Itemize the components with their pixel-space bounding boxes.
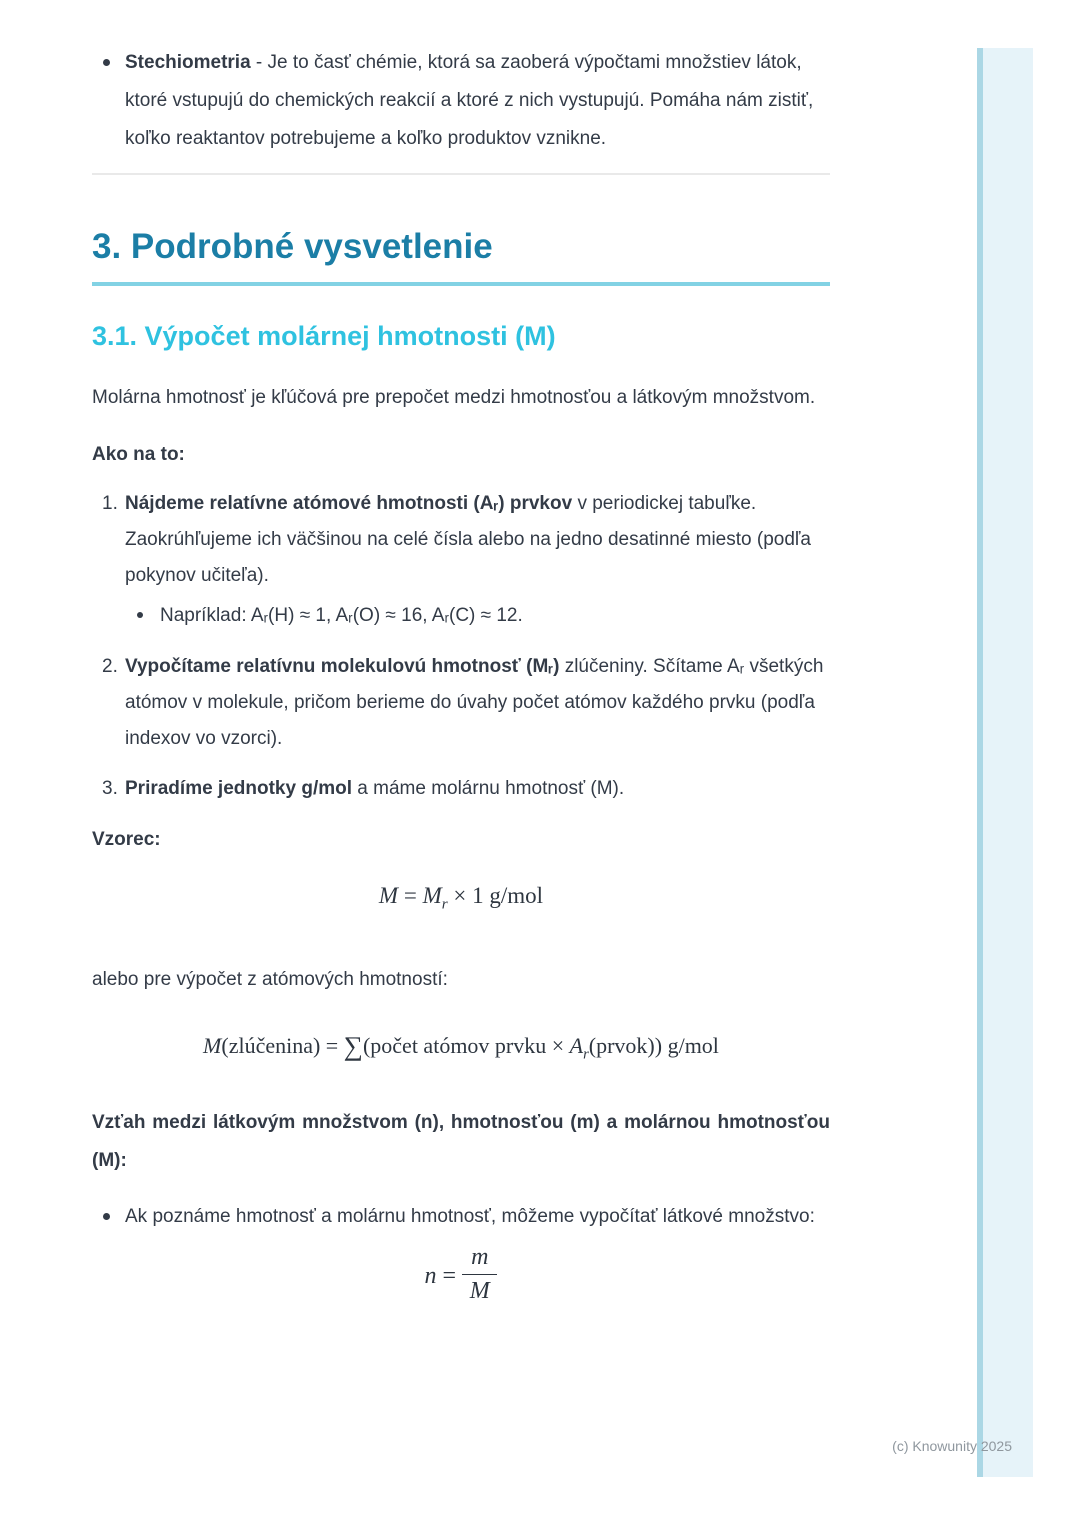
- section-heading: 3. Podrobné vysvetlenie: [92, 225, 830, 286]
- step-number: 3.: [102, 778, 118, 799]
- formula-symbol: M: [378, 883, 399, 908]
- step-text: v periodickej tabuľke. Zaokrúhľujeme ich väčšinou na celé čísla alebo na jedno desatinné miesto (podľa pokynov učiteľa).: [125, 493, 811, 586]
- sub-bullet-text: Napríklad: Aᵣ(H) ≈ 1, Aᵣ(O) ≈ 16, Aᵣ(C) ≈ 12.: [160, 605, 523, 626]
- intro-paragraph: Molárna hmotnosť je kľúčová pre prepočet medzi hmotnosťou a látkovým množstvom.: [92, 387, 816, 408]
- step-number: 2.: [102, 656, 118, 677]
- step-bold-text: Vypočítame relatívnu molekulovú hmotnosť (Mᵣ): [125, 656, 560, 677]
- step-number: 1.: [102, 493, 118, 514]
- fraction-numerator: m: [462, 1244, 497, 1275]
- term-definition: - Je to časť chémie, ktorá sa zaoberá výpočtami množstiev látok, ktoré vstupujú do chemických reakcií a ktoré z nich vystupujú. Pomáha nám zistiť, koľko reaktantov potrebujeme a koľko produktov vznikne.: [125, 52, 814, 149]
- subsection-heading: 3.1. Výpočet molárnej hmotnosti (M): [92, 321, 556, 351]
- page-edge-decoration: [977, 48, 1033, 1477]
- steps-list: [92, 486, 830, 807]
- list-item: [92, 44, 830, 158]
- step-text: a máme molárnu hmotnosť (M).: [352, 778, 625, 799]
- term-label: Stechiometria: [125, 52, 251, 73]
- numbered-step: [92, 771, 830, 807]
- formula-symbol: M: [203, 1033, 222, 1058]
- numbered-step: [92, 649, 830, 757]
- bullet-icon: [103, 59, 110, 66]
- numbered-step: [92, 486, 830, 635]
- formula-amount-fraction: [92, 1244, 830, 1305]
- relation-bullet-text: Ak poznáme hmotnosť a molárnu hmotnosť, môžeme vypočítať látkové množstvo:: [125, 1206, 815, 1227]
- sigma-symbol: ∑: [343, 1031, 363, 1061]
- section-divider: [92, 173, 830, 175]
- formula-text: (počet atómov prvku ×: [362, 1033, 570, 1058]
- formula-equals: =: [436, 1263, 463, 1290]
- formula-argument: (zlúčenina) =: [221, 1033, 344, 1058]
- formula-unit: × 1 g/mol: [447, 883, 544, 908]
- formula-compound-sum: [92, 1031, 830, 1062]
- formula-molar-mass: [92, 883, 830, 913]
- step-bold-text: Nájdeme relatívne atómové hmotnosti (Aᵣ) prvkov: [125, 493, 573, 514]
- formula-equals: =: [398, 883, 423, 908]
- formula-unit: (prvok)) g/mol: [588, 1033, 719, 1058]
- content-column: [92, 0, 830, 1305]
- step-text: zlúčeniny. Sčítame Aᵣ všetkých atómov v molekule, pričom berieme do úvahy počet atómov každého prvku (podľa indexov vo vzorci).: [125, 656, 824, 749]
- sub-list-item: [125, 597, 830, 635]
- step-bold-text: Priradíme jednotky g/mol: [125, 778, 352, 799]
- formula-symbol: M: [422, 883, 442, 908]
- intro-list: [92, 44, 830, 158]
- alt-method-text: alebo pre výpočet z atómových hmotností:: [92, 969, 448, 990]
- formula-symbol: n: [424, 1263, 437, 1290]
- relation-heading: Vzťah medzi látkovým množstvom (n), hmotnosťou (m) a molárnou hmotnosťou (M):: [92, 1112, 830, 1171]
- formula-subscript: r: [583, 1046, 589, 1063]
- formula-label: Vzorec:: [92, 829, 161, 850]
- bullet-icon: [137, 612, 143, 618]
- fraction-denominator: M: [469, 1278, 490, 1304]
- bullet-icon: [103, 1213, 110, 1220]
- fraction: [462, 1244, 497, 1305]
- list-item: [92, 1198, 830, 1236]
- how-to-label: Ako na to:: [92, 444, 185, 465]
- copyright-footer: (c) Knowunity 2025: [892, 1438, 1012, 1454]
- formula-symbol: A: [569, 1033, 584, 1058]
- formula-subscript: r: [441, 895, 448, 913]
